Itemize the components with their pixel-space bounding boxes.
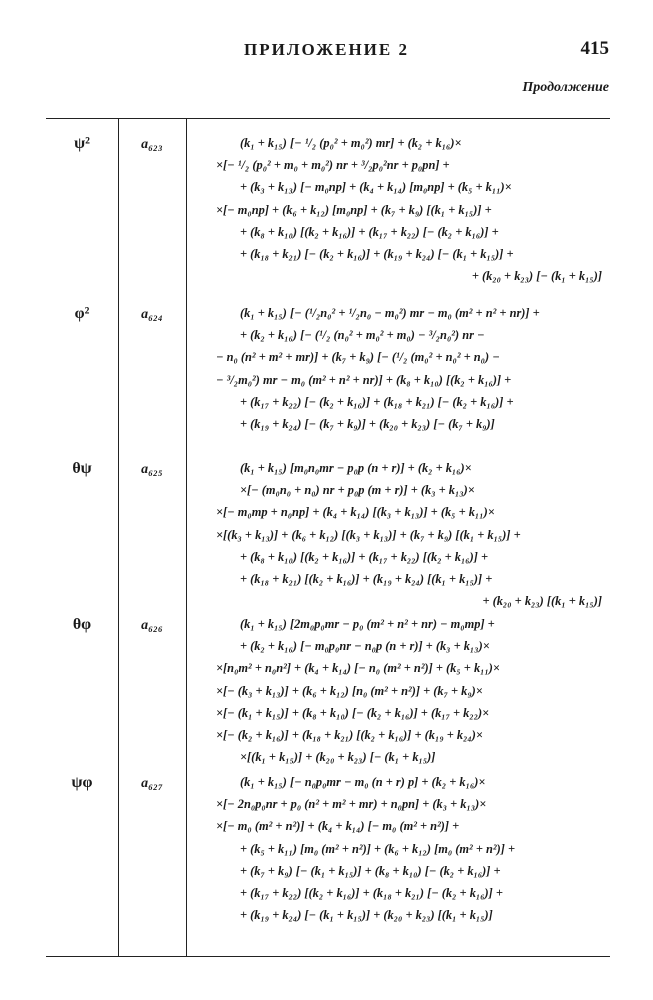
expression-line: ×[− m₀ (m² + n²)] + (k₄ + k₁₄) [− m₀ (m² + n²)] + [216,819,460,834]
expression-line: + (k₁₉ + k₂₄) [− (k₇ + k₉)] + (k₂₀ + k₂₃) [− (k₇ + k₉)] [240,416,495,431]
expression-line: + (k₈ + k₁₀) [(k₂ + k₁₆)] + (k₁₇ + k₂₂) [(k₂ + k₁₆)] + [240,549,489,564]
continuation-note: Продолжение [522,80,609,95]
expression-line: ×[− (k₃ + k₁₃)] + (k₆ + k₁₂) [n₀ (m² + n²)] + (k₇ + k₉)× [216,683,483,698]
expression-line: + (k₇ + k₉) [− (k₁ + k₁₅)] + (k₈ + k₁₀) [− (k₂ + k₁₆)] + [240,863,501,878]
expression-line: − ³/₂m₀²) mr − m₀ (m² + n² + nr)] + (k₈ + k₁₀) [(k₂ + k₁₆)] + [216,372,512,387]
column-divider [186,119,187,956]
expression-line: (k₁ + k₁₅) [− n₀p₀mr − m₀ (n + r) p] + (k₂ + k₁₆)× [240,775,486,789]
formula-table [46,118,610,957]
expression-line: ×[n₀m² + n₀n²] + (k₄ + k₁₄) [− n₀ (m² + n²)] + (k₅ + k₁₁)× [216,661,500,676]
expression-line: + (k₈ + k₁₀) [(k₂ + k₁₆)] + (k₁₇ + k₂₂) [− (k₂ + k₁₆)] + [240,224,499,239]
expression-line: + (k₃ + k₁₃) [− m₀np] + (k₄ + k₁₄) [m₀np] + (k₅ + k₁₁)× [240,180,512,195]
expression-line: + (k₁₇ + k₂₂) [− (k₂ + k₁₆)] + (k₁₈ + k₂₁) [− (k₂ + k₁₆)] + [240,394,514,409]
expression-block [198,457,602,612]
expression-line: + (k₁₉ + k₂₄) [− (k₁ + k₁₅)] + (k₂₀ + k₂₃) [(k₁ + k₁₅)] [240,908,493,923]
expression-line: + (k₁₈ + k₂₁) [− (k₂ + k₁₆)] + (k₁₉ + k₂₄) [− (k₁ + k₁₅)] + [240,246,514,261]
expression-line: − n₀ (n² + m² + mr)] + (k₇ + k₉) [− (¹/₂ (m₀² + n₀² + n₀) − [216,350,500,365]
expression-line: (k₁ + k₁₅) [− ¹/₂ (p₀² + m₀²) mr] + (k₂ + k₁₆)× [240,136,462,150]
expression-block [198,613,602,768]
row-variable-label: ψ² [74,135,90,152]
expression-line: + (k₁₇ + k₂₂) [(k₂ + k₁₆)] + (k₁₈ + k₂₁) [− (k₂ + k₁₆)] + [240,885,503,900]
expression-line: (k₁ + k₁₅) [− (¹/₂n₀² + ¹/₂n₀ − m₀²) mr − m₀ (m² + n² + nr)] + [240,306,540,320]
coefficient-symbol: a₆₂₅ [141,462,163,477]
expression-line: + (k₂₀ + k₂₃) [(k₁ + k₁₅)] [482,594,602,609]
expression-line: (k₁ + k₁₅) [m₀n₀mr − p₀p (n + r)] + (k₂ + k₁₆)× [240,461,472,475]
coefficient-symbol: a₆₂₆ [141,618,163,633]
row-variable-label: ψφ [71,774,93,791]
expression-line: ×[− (k₁ + k₁₅)] + (k₈ + k₁₀) [− (k₂ + k₁₆)] + (k₁₇ + k₂₂)× [216,705,490,720]
expression-line: + (k₂ + k₁₆) [− m₀p₀nr − n₀p (n + r)] + (k₃ + k₁₃)× [240,639,490,654]
expression-line: ×[− m₀mp + n₀np] + (k₄ + k₁₄) [(k₃ + k₁₃)] + (k₅ + k₁₁)× [216,505,495,520]
coefficient-symbol: a₆₂₃ [141,137,163,152]
expression-block [198,771,602,926]
expression-block [198,132,602,287]
column-divider [118,119,119,956]
coefficient-symbol: a₆₂₇ [141,776,163,791]
expression-line: ×[− 2n₀p₀nr + p₀ (n² + m² + mr) + n₀pn] + (k₃ + k₁₃)× [216,797,487,812]
expression-line: + (k₅ + k₁₁) [m₀ (m² + n²)] + (k₆ + k₁₂) [m₀ (m² + n²)] + [240,841,516,856]
row-variable-label: φ² [74,305,90,322]
expression-line: ×[− (m₀n₀ + n₀) nr + p₀p (m + r)] + (k₃ + k₁₃)× [240,483,475,498]
expression-line: + (k₂₀ + k₂₃) [− (k₁ + k₁₅)] [471,269,602,284]
row-variable-label: θψ [72,460,92,477]
coefficient-symbol: a₆₂₄ [141,307,163,322]
expression-line: ×[− m₀np] + (k₆ + k₁₂) [m₀np] + (k₇ + k₉) [(k₁ + k₁₅)] + [216,202,492,217]
expression-line: ×[(k₁ + k₁₅)] + (k₂₀ + k₂₃) [− (k₁ + k₁₅)] [240,750,436,765]
expression-line: (k₁ + k₁₅) [2m₀p₀mr − p₀ (m² + n² + nr) − m₀mp] + [240,617,495,631]
expression-line: + (k₂ + k₁₆) [− (¹/₂ (n₀² + m₀² + m₀) − ³/₂n₀²) nr − [240,328,485,343]
expression-line: + (k₁₈ + k₂₁) [(k₂ + k₁₆)] + (k₁₉ + k₂₄) [(k₁ + k₁₅)] + [240,571,493,586]
expression-line: ×[− (k₂ + k₁₆)] + (k₁₈ + k₂₁) [(k₂ + k₁₆)] + (k₁₉ + k₂₄)× [216,727,483,742]
expression-line: ×[(k₃ + k₁₃)] + (k₆ + k₁₂) [(k₃ + k₁₃)] + (k₇ + k₉) [(k₁ + k₁₅)] + [216,527,521,542]
running-title: ПРИЛОЖЕНИЕ 2 [244,40,409,59]
row-variable-label: θφ [72,616,92,633]
expression-line: ×[− ¹/₂ (p₀² + m₀ + m₀²) nr + ³/₂p₀²nr + p₀pn] + [216,158,450,173]
expression-block [198,302,602,435]
page-number: 415 [580,38,609,59]
